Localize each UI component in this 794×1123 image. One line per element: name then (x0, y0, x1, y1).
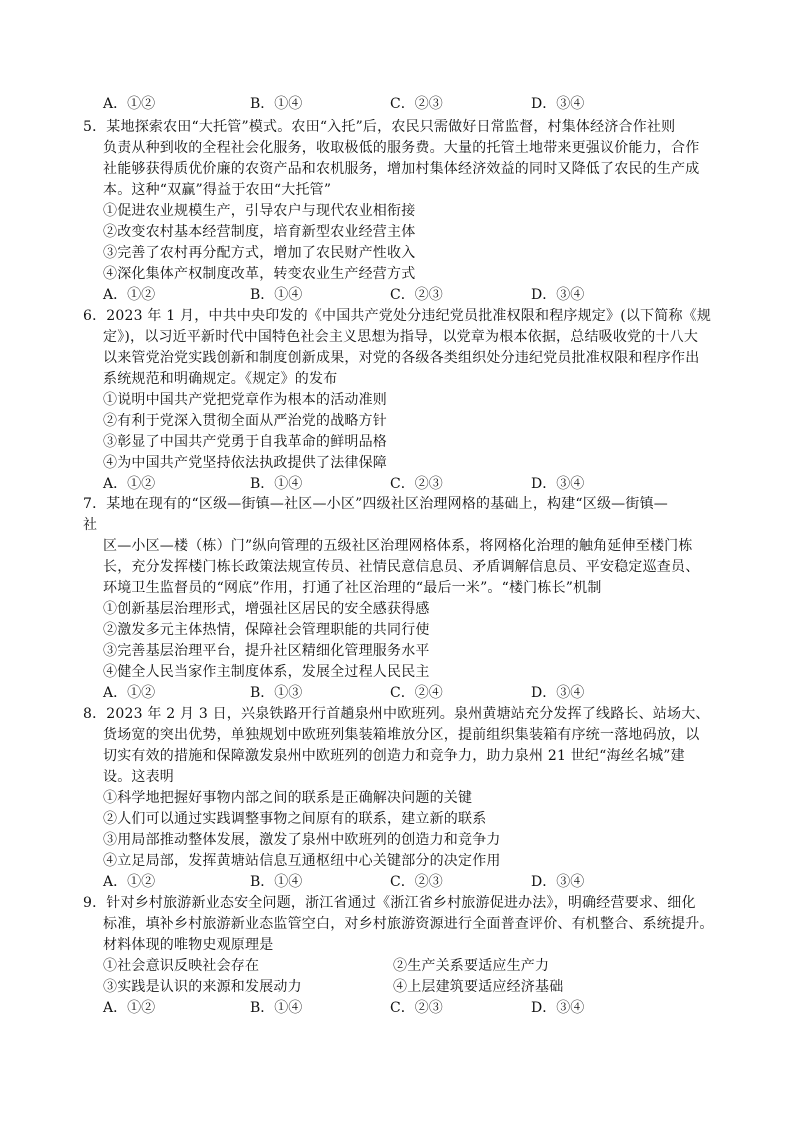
option-c[interactable]: C．②③ (390, 476, 443, 492)
option-c[interactable]: C．②③ (390, 287, 443, 303)
statement: ④上层建筑要适应经济基础 (393, 979, 564, 995)
statement: ②生产关系要适应生产力 (393, 958, 550, 974)
question-stem: 7．某地在现有的“区级—街镇—社区—小区”四级社区治理网格的基础上，构建“区级—街镇— (83, 496, 668, 512)
question-stem: 长，充分发挥楼门栋长政策法规宣传员、社情民意信息员、矛盾调解信息员、平安稳定巡查员、 (103, 559, 700, 575)
option-b[interactable]: B．①④ (250, 476, 303, 492)
question-stem: 本。这种“双赢”得益于农田“大托管” (103, 182, 332, 198)
question-stem: 环境卫生监督员的“网底”作用，打通了社区治理的“最后一米”。“楼门栋长”机制 (103, 580, 602, 596)
option-b[interactable]: B．①③ (250, 685, 303, 701)
option-c[interactable]: C．②④ (390, 685, 443, 701)
option-d[interactable]: D．③④ (531, 874, 585, 890)
question-stem: 8．2023 年 2 月 3 日，兴泉铁路开行首趟泉州中欧班列。泉州黄塘站充分发挥了线路长、站场大、 (83, 706, 710, 722)
option-a[interactable]: A．①② (103, 685, 156, 701)
question-stem: 材料体现的唯物史观原理是 (103, 937, 274, 953)
statement: ③彰显了中国共产党勇于自我革命的鲜明品格 (103, 434, 387, 450)
question-stem: 设。这表明 (103, 769, 174, 785)
statement: ①科学地把握好事物内部之间的联系是正确解决问题的关键 (103, 790, 473, 806)
question-stem: 货场宽的突出优势，单独规划中欧班列集装箱堆放分区，提前组织集装箱有序统一落地码放，以 (103, 727, 700, 743)
question-stem: 标准，填补乡村旅游新业态监管空白，对乡村旅游资源进行全面普查评价、有机整合、系统提升。 (103, 916, 714, 932)
question-stem: 社 (83, 517, 98, 533)
option-c[interactable]: C．②③ (390, 96, 443, 112)
option-d[interactable]: D．③④ (531, 685, 585, 701)
statement: ②激发多元主体热情，保障社会管理职能的共同行使 (103, 622, 430, 638)
question-stem: 定》)，以习近平新时代中国特色社会主义思想为指导，以党章为根本依据，总结吸收党的十八大 (103, 329, 699, 345)
statement: ④健全人民当家作主制度体系，发展全过程人民民主 (103, 664, 430, 680)
option-a[interactable]: A．①② (103, 1000, 156, 1016)
option-c[interactable]: C．②③ (390, 874, 443, 890)
statement: ②人们可以通过实践调整事物之间原有的联系，建立新的联系 (103, 811, 487, 827)
statement: ①促进农业规模生产，引导农户与现代农业相衔接 (103, 203, 416, 219)
statement: ①社会意识反映社会存在 (103, 958, 260, 974)
question-stem: 以来管党治党实践创新和制度创新成果，对党的各级各类组织处分违纪党员批准权限和程序作出 (103, 350, 700, 366)
statement: ③实践是认识的来源和发展动力 (103, 979, 302, 995)
option-a[interactable]: A．①② (103, 96, 156, 112)
question-stem: 系统规范和明确规定。《规定》的发布 (103, 371, 338, 387)
option-b[interactable]: B．①④ (250, 96, 303, 112)
statement: ③用局部推动整体发展，激发了泉州中欧班列的创造力和竞争力 (103, 832, 501, 848)
option-d[interactable]: D．③④ (531, 476, 585, 492)
statement: ②改变农村基本经营制度，培育新型农业经营主体 (103, 224, 416, 240)
question-stem: 社能够获得质优价廉的农资产品和农机服务，增加村集体经济效益的同时又降低了农民的生产成 (103, 161, 700, 177)
question-stem: 5．某地探索农田“大托管”模式。农田“入托”后，农民只需做好日常监督，村集体经济合作社则 (83, 119, 676, 135)
statement: ③完善了农村再分配方式，增加了农民财产性收入 (103, 245, 416, 261)
question-stem: 区—小区—楼（栋）门”纵向管理的五级社区治理网格体系，将网格化治理的触角延伸至楼门栋 (103, 538, 693, 554)
statement: ②有利于党深入贯彻全面从严治党的战略方针 (103, 413, 387, 429)
statement: ①创新基层治理形式，增强社区居民的安全感获得感 (103, 601, 430, 617)
question-stem: 负责从种到收的全程社会化服务，收取极低的服务费。大量的托管土地带来更强议价能力，合作 (103, 140, 700, 156)
option-d[interactable]: D．③④ (531, 287, 585, 303)
statement: ④立足局部，发挥黄塘站信息互通枢纽中心关键部分的决定作用 (103, 853, 501, 869)
option-a[interactable]: A．①② (103, 287, 156, 303)
statement: ④为中国共产党坚持依法执政提供了法律保障 (103, 455, 387, 471)
option-a[interactable]: A．①② (103, 476, 156, 492)
option-d[interactable]: D．③④ (531, 96, 585, 112)
statement: ④深化集体产权制度改革，转变农业生产经营方式 (103, 266, 416, 282)
option-b[interactable]: B．①④ (250, 287, 303, 303)
option-b[interactable]: B．①④ (250, 1000, 303, 1016)
statement: ①说明中国共产党把党章作为根本的活动准则 (103, 392, 387, 408)
question-stem: 切实有效的措施和保障激发泉州中欧班列的创造力和竞争力，助力泉州 21 世纪“海丝名城”建 (103, 748, 685, 764)
option-c[interactable]: C．②③ (390, 1000, 443, 1016)
question-stem: 6．2023 年 1 月，中共中央印发的《中国共产党处分违纪党员批准权限和程序规定》(以下简称《规 (83, 308, 712, 324)
option-a[interactable]: A．①② (103, 874, 156, 890)
option-b[interactable]: B．①④ (250, 874, 303, 890)
statement: ③完善基层治理平台，提升社区精细化管理服务水平 (103, 643, 430, 659)
option-d[interactable]: D．③④ (531, 1000, 585, 1016)
question-stem: 9．针对乡村旅游新业态安全问题，浙江省通过《浙江省乡村旅游促进办法》，明确经营要求、细化 (83, 895, 696, 911)
